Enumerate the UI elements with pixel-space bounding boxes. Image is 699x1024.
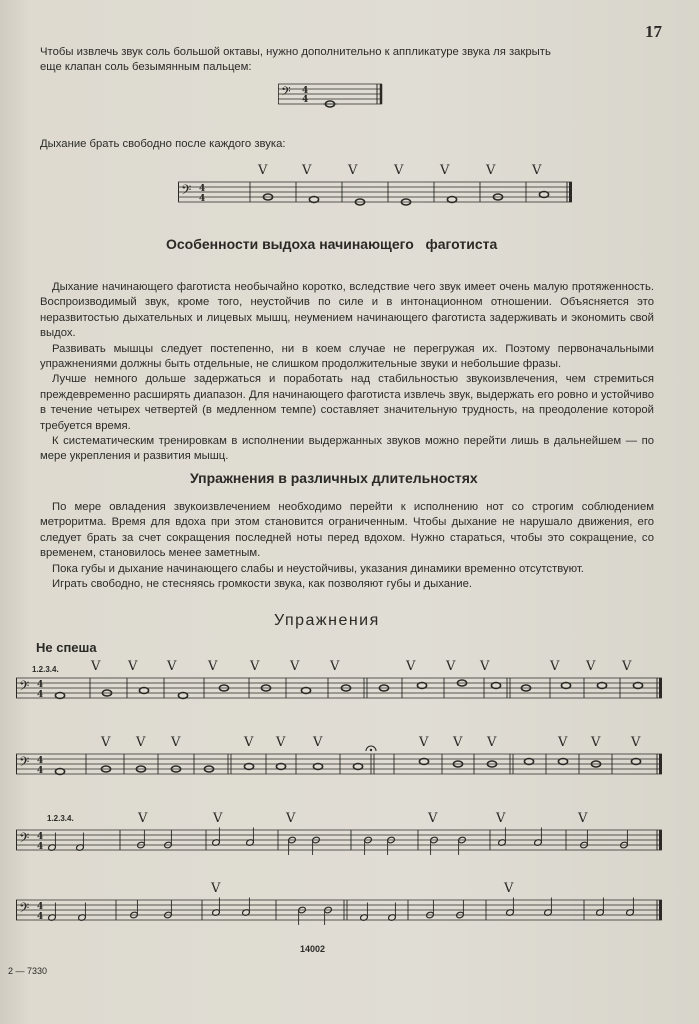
exercise-staff-1 bbox=[16, 660, 662, 708]
breath-mark: V bbox=[578, 811, 588, 826]
bass-clef: 𝄢 bbox=[19, 754, 30, 773]
breath-mark: V bbox=[486, 163, 496, 178]
whole-note bbox=[561, 683, 570, 689]
exercises-heading: Упражнения bbox=[274, 612, 380, 629]
whole-note bbox=[633, 683, 642, 689]
breath-mark: V bbox=[419, 735, 429, 750]
svg-text:4: 4 bbox=[302, 95, 309, 105]
time-signature-top: 4 bbox=[37, 832, 44, 842]
section-1-heading: Особенности выдоха начинающего фаготиста bbox=[166, 236, 498, 252]
time-signature-bottom: 4 bbox=[37, 842, 44, 852]
section-2-heading: Упражнения в различных длительностях bbox=[190, 470, 478, 486]
breath-mark: V bbox=[453, 735, 463, 750]
whole-note bbox=[276, 764, 285, 770]
whole-note bbox=[313, 764, 322, 770]
breath-mark: V bbox=[348, 163, 358, 178]
section-2-paragraph: Пока губы и дыхание начинающего слабы и неустойчивы, указания динамики временно отсутствуют. bbox=[52, 562, 584, 575]
whole-note bbox=[139, 688, 148, 694]
breath-mark: V bbox=[440, 163, 450, 178]
printer-signature: 2 — 7330 bbox=[8, 966, 48, 976]
time-signature-bottom: 4 bbox=[37, 690, 44, 700]
breath-mark: V bbox=[532, 163, 542, 178]
whole-note bbox=[178, 693, 187, 699]
breath-mark: V bbox=[487, 735, 497, 750]
breath-mark: V bbox=[428, 811, 438, 826]
breath-mark: V bbox=[244, 735, 254, 750]
section-2-body bbox=[40, 500, 654, 592]
breath-mark: V bbox=[91, 659, 101, 674]
breath-mark: V bbox=[480, 659, 490, 674]
breath-mark: V bbox=[258, 163, 268, 178]
whole-note bbox=[419, 759, 428, 765]
breath-mark: V bbox=[276, 735, 286, 750]
breath-mark: V bbox=[138, 811, 148, 826]
fingering-mark-2: 1.2.3.4. bbox=[47, 814, 74, 823]
fermata-dot bbox=[370, 749, 372, 751]
breath-mark: V bbox=[394, 163, 404, 178]
section-1-paragraph: Дыхание начинающего фаготиста необычайно коротко, вследствие чего звук имеет очень малую протяженность. Воспроизводимый звук, кроме того, неустойчив по силе и в интонационном отношении. Объясняется это неразвитостью дыхательных и лицевых мышц, неумением начинающего фаготиста задерживать и экономить свой выдох. bbox=[40, 281, 654, 340]
breath-mark: V bbox=[504, 881, 514, 896]
whole-note bbox=[353, 764, 362, 770]
whole-note bbox=[558, 759, 567, 765]
intro-line-1: Чтобы извлечь звук соль большой октавы, нужно дополнительно к аппликатуре звука ля закрыть bbox=[40, 46, 551, 58]
breath-mark: V bbox=[631, 735, 641, 750]
section-1-paragraph: Лучше немного дольше задержаться и поработать над стабильностью звукоизвлечения, чем стремиться преждевременно расширять диапазон. Для начинающего фаготиста извлечь звук, выдержать его ровно и устойчиво в течение четырех четвертей (в медленном темпе) составляет значительную трудность, на преодоление которой требуется время. bbox=[40, 373, 654, 432]
time-signature-bottom: 4 bbox=[199, 194, 206, 204]
exercise-staff-2 bbox=[16, 736, 662, 784]
time-signature-top: 4 bbox=[199, 184, 206, 194]
breath-mark: V bbox=[213, 811, 223, 826]
breath-mark: V bbox=[406, 659, 416, 674]
tempo-marking: Не спеша bbox=[36, 640, 97, 655]
breath-mark: V bbox=[302, 163, 312, 178]
breath-mark: V bbox=[128, 659, 138, 674]
intro-line-2: еще клапан соль безымянным пальцем: bbox=[40, 61, 252, 74]
time-signature-bottom: 4 bbox=[37, 912, 44, 922]
section-1-paragraph: К систематическим тренировкам в исполнении выдержанных звуков можно перейти лишь в дальнейшем — по мере укрепления и развития мышц. bbox=[40, 435, 654, 463]
whole-note bbox=[301, 688, 310, 694]
time-signature-top: 4 bbox=[37, 756, 44, 766]
time-signature-top: 4 bbox=[37, 680, 44, 690]
svg-text:𝄢: 𝄢 bbox=[281, 84, 291, 102]
breath-mark: V bbox=[286, 811, 296, 826]
whole-note bbox=[597, 683, 606, 689]
section-1-body bbox=[40, 280, 654, 465]
svg-text:4: 4 bbox=[302, 86, 309, 96]
breath-mark: V bbox=[167, 659, 177, 674]
breath-mark: V bbox=[136, 735, 146, 750]
example-staff-low-g bbox=[278, 82, 384, 106]
bass-clef: 𝄢 bbox=[181, 182, 192, 201]
whole-note bbox=[631, 759, 640, 765]
section-2-paragraph: По мере овладения звукоизвлечением необходимо перейти к исполнению нот со строгим соблюдением метроритма. Время для вдоха при этом становится ограниченным. Чтобы дыхание не нарушало движения, его следует брать за счет сокращения последней ноты перед вдохом. Нужно стараться, чтобы это сокращение, со временем, становилось менее заметным. bbox=[40, 501, 654, 560]
breath-mark: V bbox=[558, 735, 568, 750]
breath-mark: V bbox=[330, 659, 340, 674]
breath-mark: V bbox=[250, 659, 260, 674]
fingering-mark-1: 1.2.3.4. bbox=[32, 665, 59, 674]
breath-mark: V bbox=[591, 735, 601, 750]
whole-note bbox=[417, 683, 426, 689]
time-signature-bottom: 4 bbox=[37, 766, 44, 776]
breath-mark: V bbox=[101, 735, 111, 750]
section-2-paragraph: Играть свободно, не стесняясь громкости звука, как позволяют губы и дыхание. bbox=[52, 578, 473, 591]
breath-mark: V bbox=[313, 735, 323, 750]
breath-example-staff bbox=[178, 162, 572, 212]
breath-mark: V bbox=[290, 659, 300, 674]
section-1-paragraph: Развивать мышцы следует постепенно, ни в коем случае не перегружая их. Поэтому первоначальными упражнениями должны быть отдельные, не слишком продолжительные звуки и небольшие фразы. bbox=[40, 342, 654, 371]
breath-mark: V bbox=[211, 881, 221, 896]
page-number: 17 bbox=[645, 22, 662, 41]
whole-note bbox=[491, 683, 500, 689]
breath-mark: V bbox=[171, 735, 181, 750]
whole-note bbox=[55, 769, 64, 775]
time-signature-top: 4 bbox=[37, 902, 44, 912]
breath-mark: V bbox=[550, 659, 560, 674]
breath-mark: V bbox=[622, 659, 632, 674]
exercise-staff-3 bbox=[16, 812, 662, 866]
breath-mark: V bbox=[446, 659, 456, 674]
intro-text bbox=[40, 45, 660, 76]
whole-note bbox=[524, 759, 533, 765]
whole-note bbox=[55, 693, 64, 699]
bass-clef: 𝄢 bbox=[19, 830, 30, 849]
breath-mark: V bbox=[208, 659, 218, 674]
plate-number: 14002 bbox=[300, 944, 326, 954]
breath-mark: V bbox=[496, 811, 506, 826]
whole-note bbox=[244, 764, 253, 770]
bass-clef: 𝄢 bbox=[19, 900, 30, 919]
breath-mark: V bbox=[586, 659, 596, 674]
breath-caption: Дыхание брать свободно после каждого звука: bbox=[40, 138, 286, 150]
exercise-staff-4 bbox=[16, 881, 662, 930]
bass-clef: 𝄢 bbox=[19, 678, 30, 697]
